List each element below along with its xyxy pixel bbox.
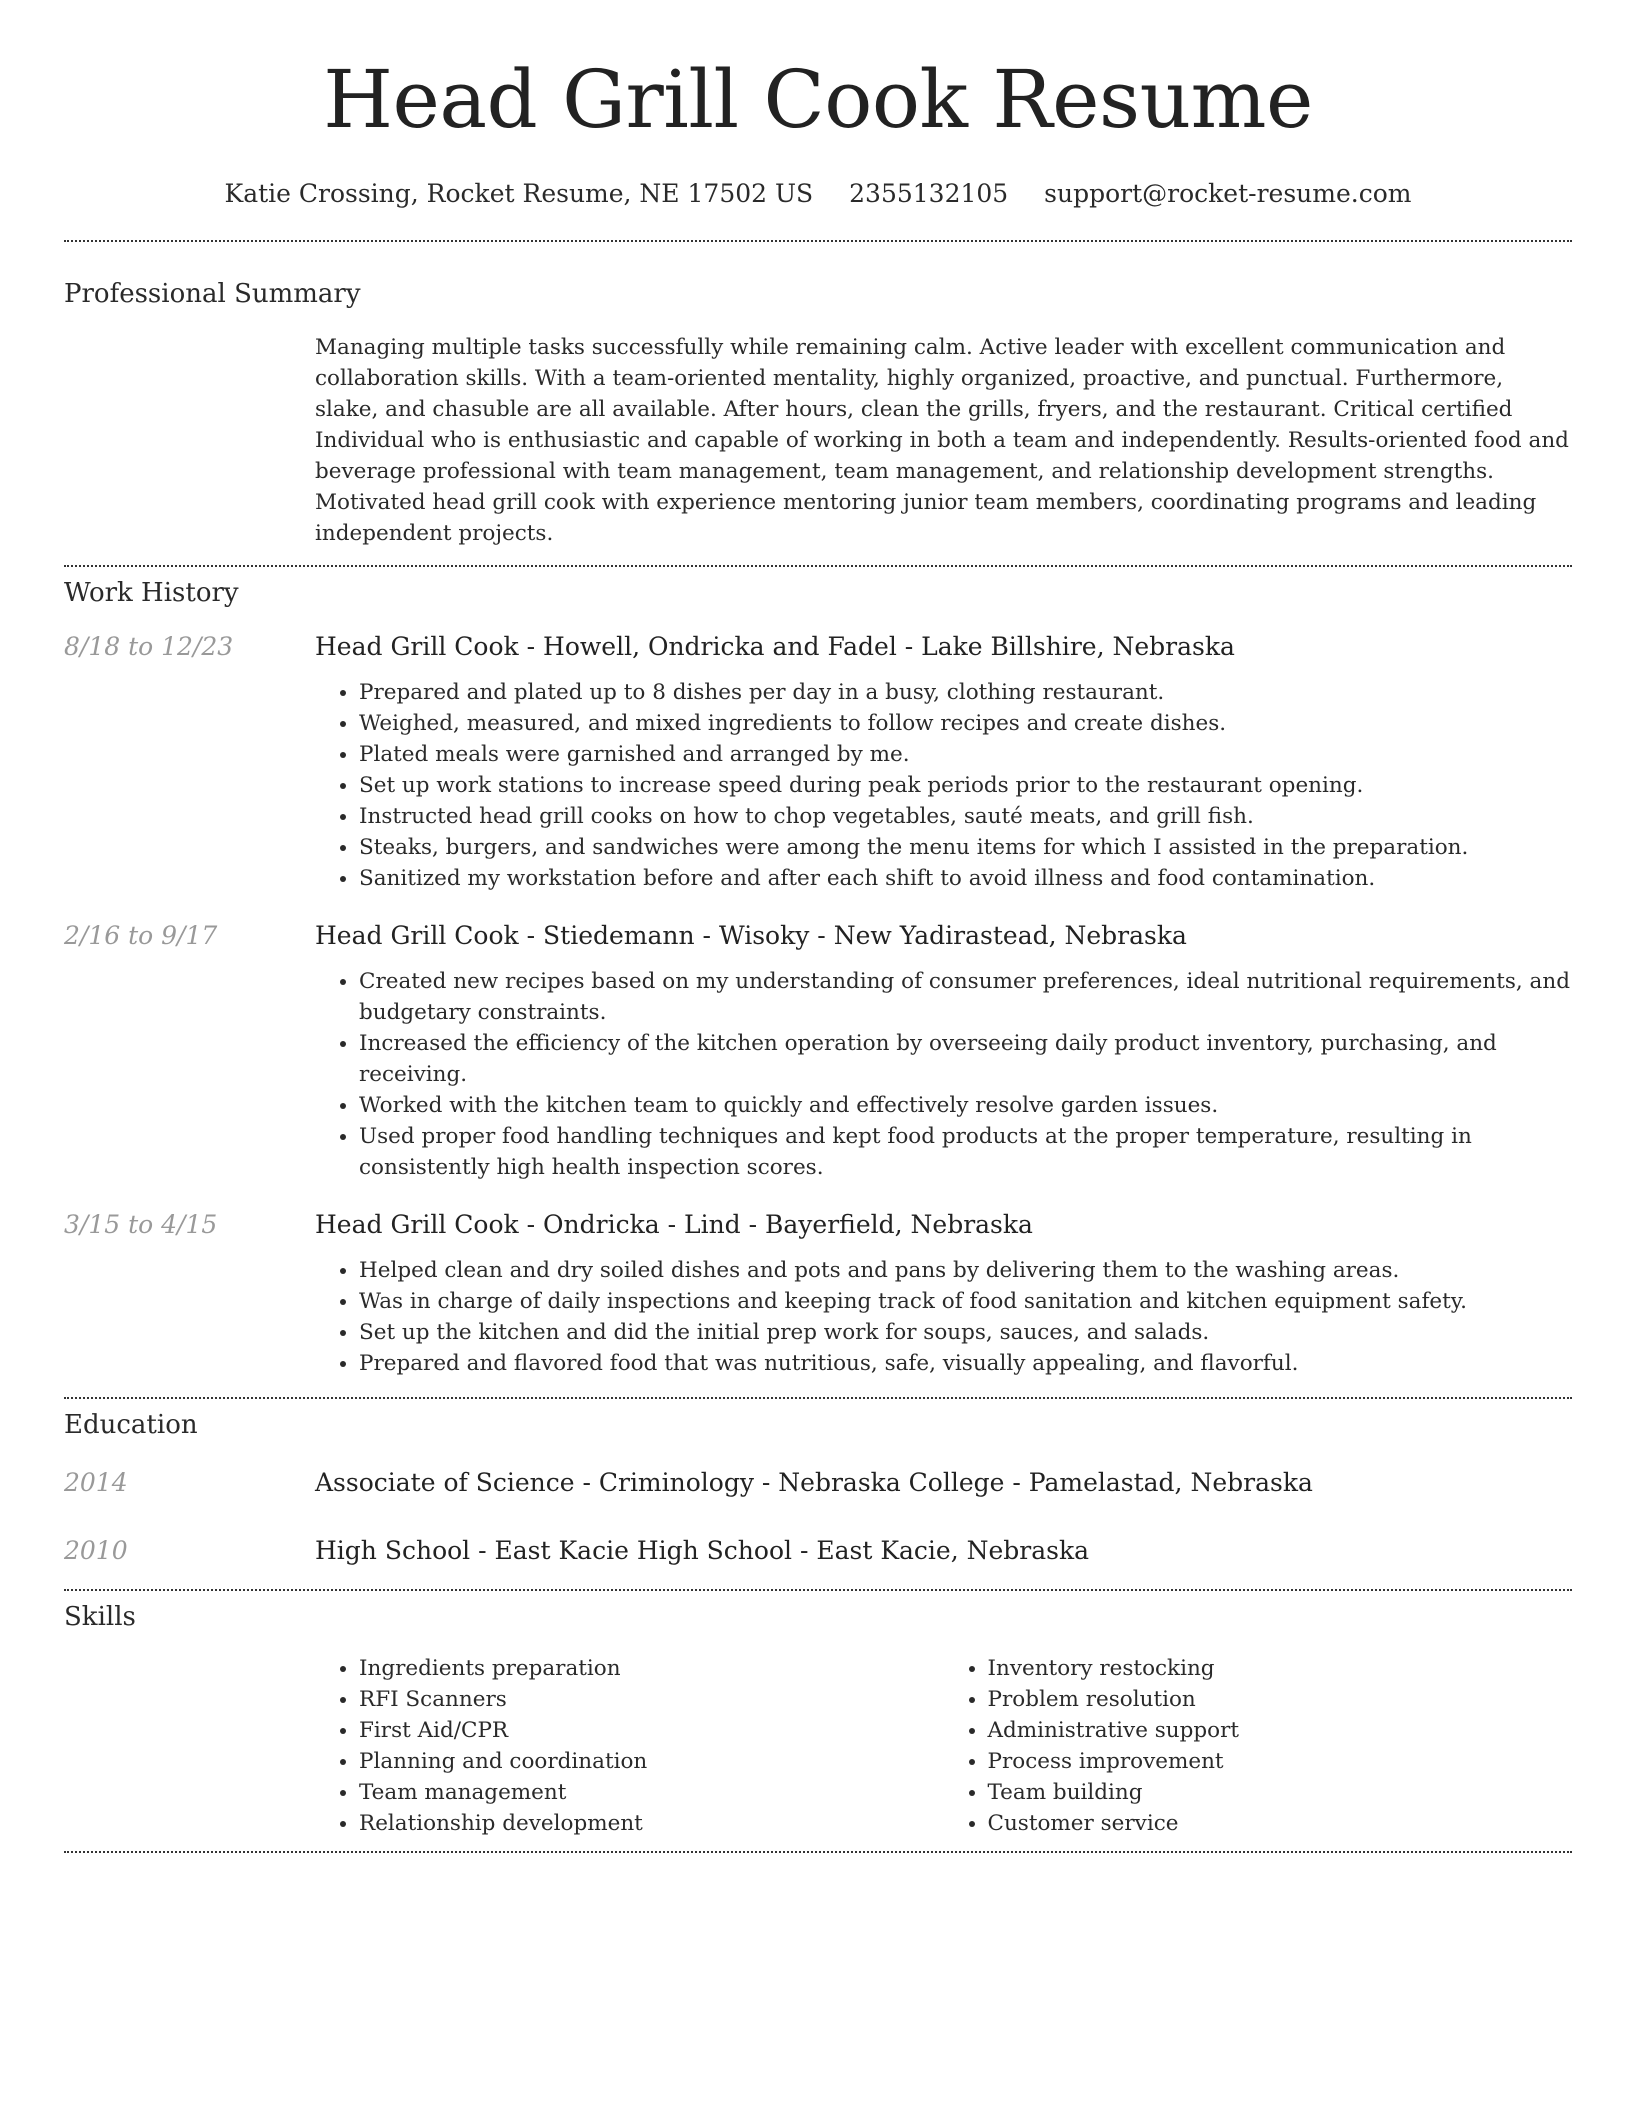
job-bullet: • Created new recipes based on my understanding of consumer preferences, ideal nutritional requirements, and budgetary constraints. [359, 966, 1572, 1028]
skill-item: • Team management [359, 1777, 944, 1808]
contact-address: Katie Crossing, Rocket Resume, NE 17502 US [224, 179, 814, 208]
skill-item: • Process improvement [988, 1746, 1573, 1777]
job-entry [64, 631, 1572, 894]
job-bullet: • Plated meals were garnished and arranged by me. [359, 739, 1572, 770]
education-year: 2014 [64, 1468, 128, 1497]
skill-item: • First Aid/CPR [359, 1715, 944, 1746]
job-title: Head Grill Cook - Stiedemann - Wisoky - New Yadirastead, Nebraska [315, 921, 1187, 950]
contact-phone: 2355132105 [849, 179, 1009, 208]
skill-item: • Problem resolution [988, 1684, 1573, 1715]
divider [64, 1397, 1572, 1399]
job-dates: 2/16 to 9/17 [64, 921, 218, 950]
job-bullet: • Sanitized my workstation before and after each shift to avoid illness and food contamination. [359, 863, 1572, 894]
job-bullet: • Weighed, measured, and mixed ingredients to follow recipes and create dishes. [359, 708, 1572, 739]
skills-column-left [315, 1653, 944, 1839]
contact-email: support@rocket-resume.com [1044, 179, 1412, 208]
skills-column-right [944, 1653, 1573, 1839]
job-bullets [315, 1255, 1572, 1379]
skill-item: • Relationship development [359, 1808, 944, 1839]
job-bullet: • Set up the kitchen and did the initial prep work for soups, sauces, and salads. [359, 1317, 1572, 1348]
skill-item: • Administrative support [988, 1715, 1573, 1746]
job-bullets [315, 677, 1572, 894]
skill-item: • RFI Scanners [359, 1684, 944, 1715]
summary-row [64, 332, 1572, 549]
education-year: 2010 [64, 1536, 128, 1565]
job-entry [64, 920, 1572, 1183]
job-dates: 3/15 to 4/15 [64, 1210, 218, 1239]
summary-text: Managing multiple tasks successfully while remaining calm. Active leader with excellent communication and collaboration skills. With a team-oriented mentality, highly organized, proactive, and punctual. Furthermore, slake, and chasuble are all available. After hours, clean the grills, fryers, and the restaurant. Critical certified Individual who is enthusiastic and capable of working in both a team and independently. Results-oriented food and beverage professional with team management, team management, and relationship development strengths. Motivated head grill cook with experience mentoring junior team members, coordinating programs and leading independent projects. [315, 335, 1569, 546]
job-bullet: • Prepared and flavored food that was nutritious, safe, visually appealing, and flavorful. [359, 1348, 1572, 1379]
job-bullets [315, 966, 1572, 1183]
job-bullet: • Prepared and plated up to 8 dishes per day in a busy, clothing restaurant. [359, 677, 1572, 708]
job-dates: 8/18 to 12/23 [64, 632, 234, 661]
job-bullet: • Instructed head grill cooks on how to chop vegetables, sauté meats, and grill fish. [359, 801, 1572, 832]
skill-item: • Customer service [988, 1808, 1573, 1839]
skills-row [64, 1653, 1572, 1839]
job-bullet: • Set up work stations to increase speed during peak periods prior to the restaurant opening. [359, 770, 1572, 801]
section-heading-skills: Skills [64, 1602, 136, 1632]
contact-line [64, 178, 1572, 210]
education-school: - East Kacie High School - East Kacie, Nebraska [470, 1536, 1089, 1565]
job-bullet: • Helped clean and dry soiled dishes and pots and pans by delivering them to the washing areas. [359, 1255, 1572, 1286]
skill-item: • Planning and coordination [359, 1746, 944, 1777]
skills-list [315, 1653, 1572, 1839]
job-bullet: • Increased the efficiency of the kitchen operation by overseeing daily product inventory, purchasing, and receiving. [359, 1028, 1572, 1090]
resume-page [64, 0, 1572, 1853]
divider [64, 565, 1572, 567]
job-title: Head Grill Cook - Howell, Ondricka and Fadel - Lake Billshire, Nebraska [315, 632, 1235, 661]
education-entry [64, 1535, 1572, 1567]
divider [64, 1589, 1572, 1591]
job-bullet: • Was in charge of daily inspections and keeping track of food sanitation and kitchen equipment safety. [359, 1286, 1572, 1317]
section-heading-education: Education [64, 1410, 198, 1440]
job-title: Head Grill Cook - Ondricka - Lind - Bayerfield, Nebraska [315, 1210, 1033, 1239]
resume-title: Head Grill Cook Resume [323, 53, 1313, 146]
job-bullet: • Worked with the kitchen team to quickly and effectively resolve garden issues. [359, 1090, 1572, 1121]
education-entry [64, 1467, 1572, 1499]
skill-item: • Inventory restocking [988, 1653, 1573, 1684]
skill-item: • Team building [988, 1777, 1573, 1808]
job-bullet: • Used proper food handling techniques and kept food products at the proper temperature, resulting in consistently high health inspection scores. [359, 1121, 1572, 1183]
education-degree: Associate of Science - Criminology [315, 1468, 754, 1497]
education-school: - Nebraska College - Pamelastad, Nebraska [753, 1468, 1313, 1497]
divider [64, 240, 1572, 242]
skill-item: • Ingredients preparation [359, 1653, 944, 1684]
job-bullet: • Steaks, burgers, and sandwiches were among the menu items for which I assisted in the preparation. [359, 832, 1572, 863]
section-heading-work: Work History [64, 578, 239, 608]
section-heading-summary: Professional Summary [64, 279, 361, 309]
education-degree: High School [315, 1536, 471, 1565]
job-entry [64, 1209, 1572, 1379]
divider [64, 1851, 1572, 1853]
